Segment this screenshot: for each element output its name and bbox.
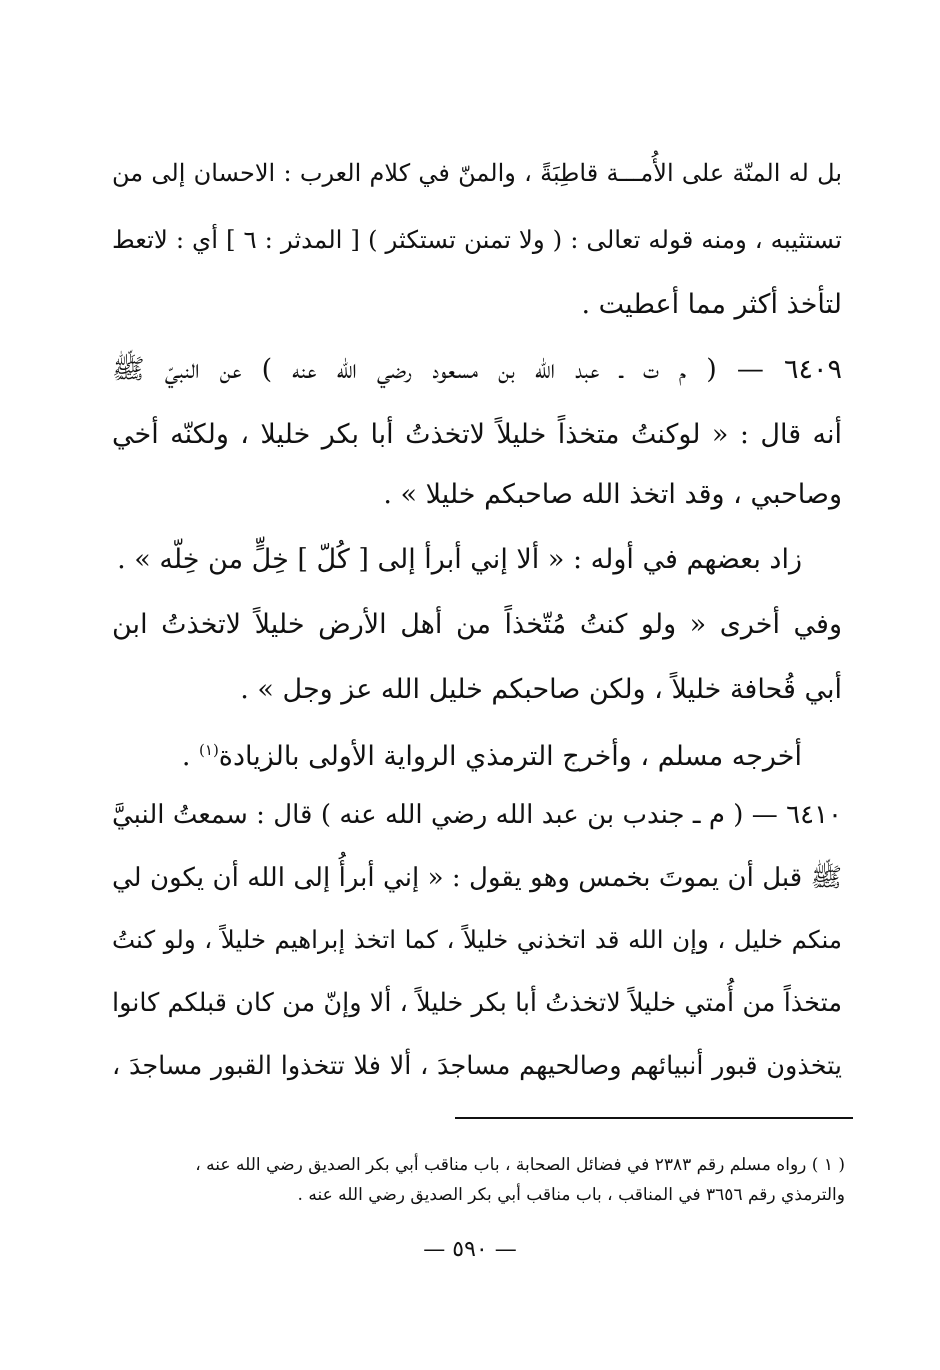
text-line-8: وفي أخرى « ولو كنتُ مُتّخذاً من أهل الأرض خليلاً لاتخذتُ ابن — [112, 609, 842, 640]
text-line-3: لتأخذ أكثر مما أعطيت . — [581, 289, 842, 320]
text-line-10 — [112, 730, 842, 770]
hadith-6409-heading: ٦٤٠٩ — ( م ت ـ عبد الله بن مسعود رضي الله عنه ) عن النبيّ ﷺ — [112, 354, 842, 385]
text-line-1: بل له المنّة على الأُمـــة قاطِبَةً ، والمنّ في كلام العرب : الاحسان إلى من — [112, 159, 842, 187]
footnote-1: ( ١ ) رواه مسلم رقم ٢٣٨٣ في فضائل الصحابة ، باب مناقب أبي بكر الصديق رضي الله عنه ، — [195, 1155, 845, 1175]
text-line-2: تستثيبه ، ومنه قوله تعالى : ( ولا تمنن تستكثر ) [ المدثر : ٦ ] أي : لاتعط — [112, 225, 842, 254]
footnote-separator — [455, 1117, 853, 1119]
text-line-14: متخذاً من أُمتي خليلاً لاتخذتُ أبا بكر خليلاً ، ألا وإنّ من كان قبلكم كانوا — [112, 988, 842, 1018]
text-line-5: أنه قال : « لوكنتُ متخذاً خليلاً لاتخذتُ أبا بكر خليلا ، ولكنّه أخي — [112, 419, 842, 450]
text-line-9: أبي قُحافة خليلاً ، ولكن صاحبكم خليل الله عز وجل » . — [240, 674, 842, 705]
footnote-1-continued: والترمذي رقم ٣٦٥٦ في المناقب ، باب مناقب أبي بكر الصديق رضي الله عنه . — [297, 1185, 845, 1205]
text-line-15: يتخذون قبور أنبيائهم وصالحيهم مساجدَ ، ألا فلا تتخذوا القبور مساجدَ ، — [112, 1051, 842, 1081]
source-note: أخرجه مسلم ، وأخرج الترمذي الرواية الأولى بالزيادة — [218, 741, 802, 772]
page-number: — ٥٩٠ — — [423, 1237, 517, 1262]
footnote-marker: (١) — [199, 741, 219, 759]
text-line-6: وصاحبي ، وقد اتخذ الله صاحبكم خليلا » . — [383, 479, 842, 510]
line-end-period: . — [181, 741, 191, 772]
text-line-12: ﷺ قبل أن يموتَ بخمس وهو يقول : « إني أبرأُ إلى الله أن يكون لي — [112, 863, 842, 893]
text-line-13: منكم خليل ، وإن الله قد اتخذني خليلاً ، كما اتخذ إبراهيم خليلاً ، ولو كنتُ — [112, 925, 842, 954]
hadith-6410-heading: ٦٤١٠ — ( م ـ جندب بن عبد الله رضي الله عنه ) قال : سمعتُ النبيَّ — [112, 800, 842, 830]
text-line-7: زاد بعضهم في أوله : « ألا إني أبرأ إلى [ كُلّ ] خِلٍّ من خِلّه » . — [117, 544, 802, 575]
